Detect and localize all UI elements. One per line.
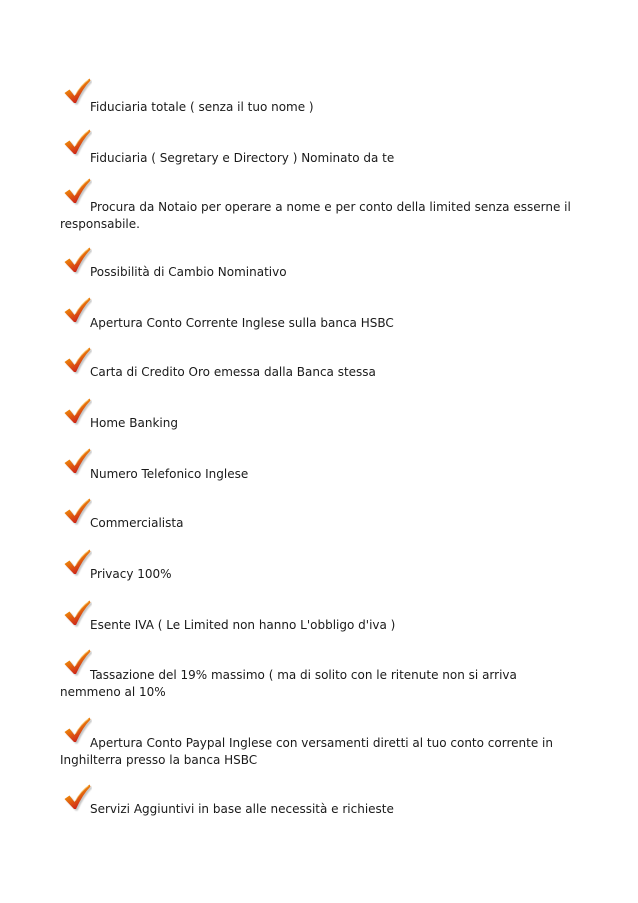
list-item-text: Apertura Conto Paypal Inglese con versamenti diretti al tuo conto corrente in Inghilterra presso la banca HSBC xyxy=(60,736,553,767)
list-item-text: Fiduciaria totale ( senza il tuo nome ) xyxy=(90,100,314,114)
list-item-text: Servizi Aggiuntivi in base alle necessità e richieste xyxy=(90,802,394,816)
list-item-text: Procura da Notaio per operare a nome e per conto della limited senza esserne il responsabile. xyxy=(60,200,571,231)
list-item-text: Carta di Credito Oro emessa dalla Banca stessa xyxy=(90,365,376,379)
list-item-text: Possibilità di Cambio Nominativo xyxy=(90,265,287,279)
list-item-text: Numero Telefonico Inglese xyxy=(90,467,249,481)
list-item-text: Privacy 100% xyxy=(90,567,172,581)
list-item-text: Apertura Conto Corrente Inglese sulla banca HSBC xyxy=(90,316,394,330)
list-item-text: Fiduciaria ( Segretary e Directory ) Nominato da te xyxy=(90,151,395,165)
list-item-text: Tassazione del 19% massimo ( ma di solito con le ritenute non si arriva nemmeno al 10% xyxy=(60,668,517,699)
list-item-text: Esente IVA ( Le Limited non hanno L'obbligo d'iva ) xyxy=(90,618,396,632)
list-item-text: Home Banking xyxy=(90,416,178,430)
list-item-text: Commercialista xyxy=(90,516,184,530)
